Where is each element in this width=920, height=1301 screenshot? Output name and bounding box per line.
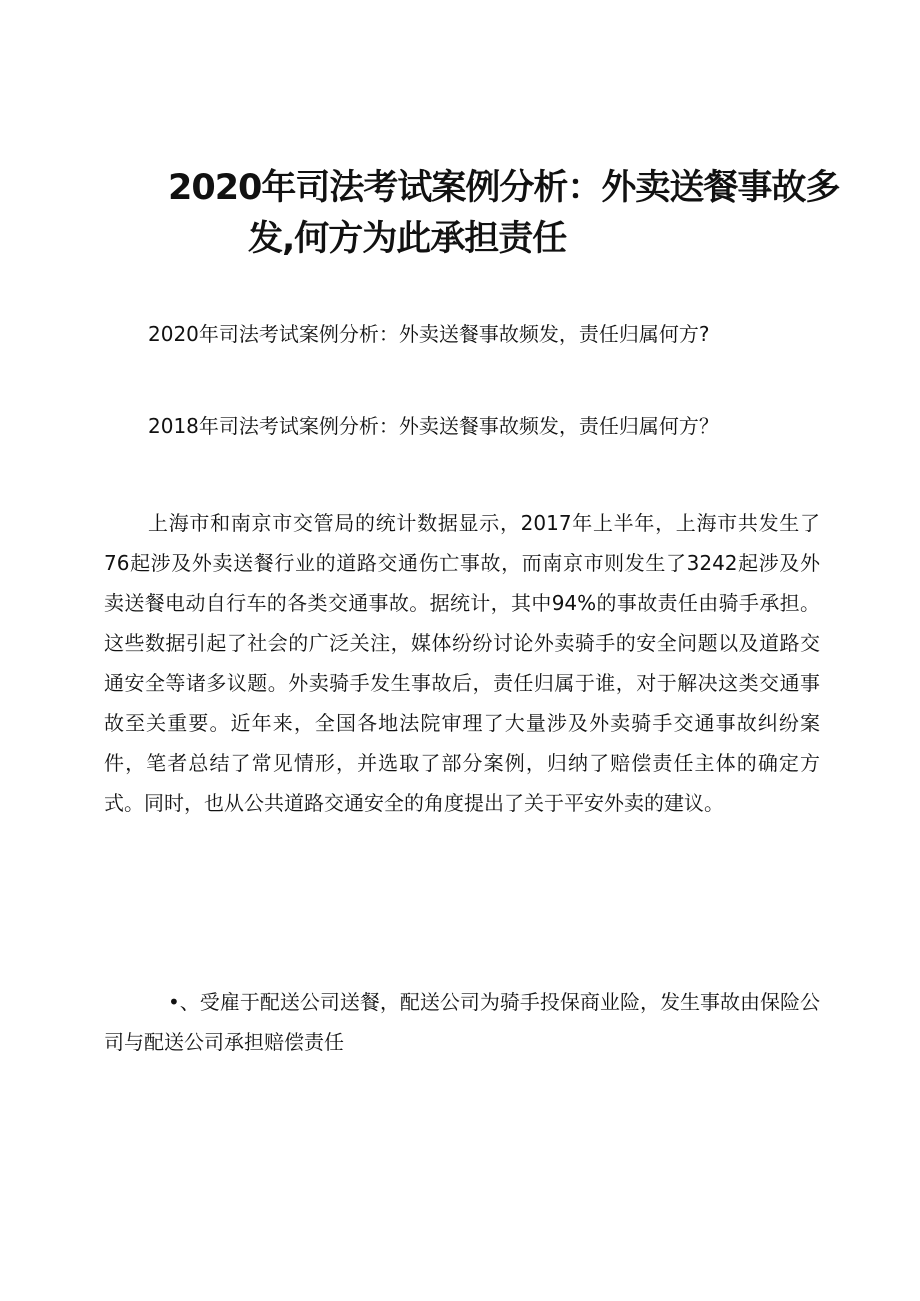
body-paragraph-statistics: 上海市和南京市交管局的统计数据显示，2017年上半年，上海市共发生了76起涉及外卖送餐行业的道路交通伤亡事故，而南京市则发生了3242起涉及外卖送餐电动自行车的各类交通事故。据统计，其中94%的事故责任由骑手承担。这些数据引起了社会的广泛关注，媒体纷纷讨论外卖骑手的安全问题以及道路交通安全等诸多议题。外卖骑手发生事故后，责任归属于谁，对于解决这类交通事故至关重要。近年来，全国各地法院审理了大量涉及外卖骑手交通事故纠纷案件，笔者总结了常见情形，并选取了部分案例，归纳了赔偿责任主体的确定方式。同时，也从公共道路交通安全的角度提出了关于平安外卖的建议。 [104,511,820,815]
document-title-line-1: 2020年司法考试案例分析：外卖送餐事故多 [168,168,840,208]
document-title-line-2: 发,何方为此承担责任 [248,219,567,259]
subtitle-2018: 2018年司法考试案例分析：外卖送餐事故频发，责任归属何方？ [148,414,719,438]
body-paragraph-section-1: •、受雇于配送公司送餐，配送公司为骑手投保商业险，发生事故由保险公司与配送公司承担赔偿责任 [104,990,820,1054]
subtitle-2020: 2020年司法考试案例分析：外卖送餐事故频发，责任归属何方? [148,322,710,346]
